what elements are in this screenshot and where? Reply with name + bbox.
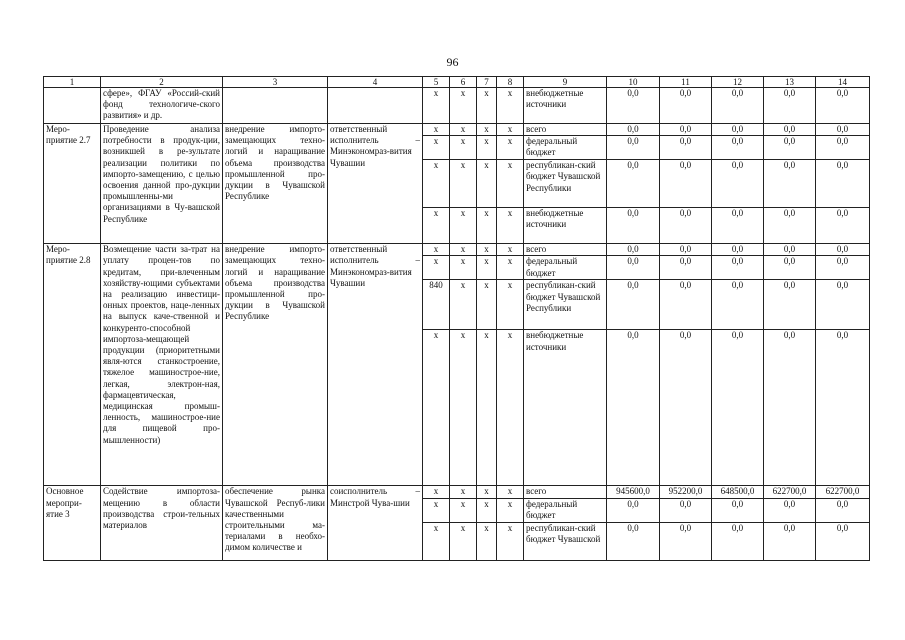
header-cell: 7 xyxy=(477,77,497,88)
value-cell: 0,0 xyxy=(816,124,870,136)
executor-cell xyxy=(328,88,423,124)
header-cell: 13 xyxy=(764,77,816,88)
value-cell: 0,0 xyxy=(660,136,712,160)
code-cell: х xyxy=(477,244,497,256)
code-cell: х xyxy=(450,124,477,136)
value-cell: 0,0 xyxy=(816,522,870,560)
value-cell: 0,0 xyxy=(712,330,764,486)
event-desc-cell: Содействие импортоза-мещению в области производства строи-тельных материалов xyxy=(101,486,223,560)
value-cell: 622700,0 xyxy=(764,486,816,498)
value-cell: 0,0 xyxy=(660,208,712,244)
value-cell: 0,0 xyxy=(816,280,870,330)
table-row xyxy=(44,486,870,498)
value-cell: 0,0 xyxy=(660,330,712,486)
header-cell: 1 xyxy=(44,77,101,88)
event-name-cell xyxy=(44,88,101,124)
event-name-cell: Меро-приятие 2.8 xyxy=(44,244,101,486)
code-cell: х xyxy=(477,280,497,330)
value-cell: 622700,0 xyxy=(816,486,870,498)
header-cell: 6 xyxy=(450,77,477,88)
code-cell: х xyxy=(450,486,477,498)
value-cell: 0,0 xyxy=(764,88,816,124)
code-cell: х xyxy=(423,256,450,280)
code-cell: х xyxy=(423,244,450,256)
table-row xyxy=(44,124,870,136)
value-cell: 0,0 xyxy=(660,88,712,124)
value-cell: 0,0 xyxy=(816,256,870,280)
code-cell: х xyxy=(477,256,497,280)
code-cell: х xyxy=(450,280,477,330)
source-cell: республикан-ский бюджет Чувашской xyxy=(524,522,607,560)
code-cell: х xyxy=(423,124,450,136)
code-cell: х xyxy=(423,160,450,208)
value-cell: 0,0 xyxy=(607,244,660,256)
code-cell: х xyxy=(450,244,477,256)
source-cell: всего xyxy=(524,124,607,136)
code-cell: х xyxy=(497,124,524,136)
value-cell: 0,0 xyxy=(764,522,816,560)
value-cell: 0,0 xyxy=(764,280,816,330)
value-cell: 945600,0 xyxy=(607,486,660,498)
value-cell: 0,0 xyxy=(607,280,660,330)
value-cell: 0,0 xyxy=(712,88,764,124)
header-cell: 10 xyxy=(607,77,660,88)
value-cell: 0,0 xyxy=(816,160,870,208)
value-cell: 648500,0 xyxy=(712,486,764,498)
code-cell: х xyxy=(423,498,450,522)
header-cell: 5 xyxy=(423,77,450,88)
value-cell: 0,0 xyxy=(816,330,870,486)
code-cell: х xyxy=(477,486,497,498)
value-cell: 0,0 xyxy=(607,498,660,522)
result-cell: обеспечение рынка Чувашской Респуб-лики качественными строительными ма-териалами в необхо-димом количестве и xyxy=(223,486,328,560)
header-cell: 11 xyxy=(660,77,712,88)
value-cell: 0,0 xyxy=(816,244,870,256)
value-cell: 0,0 xyxy=(607,136,660,160)
value-cell: 0,0 xyxy=(712,498,764,522)
header-cell: 14 xyxy=(816,77,870,88)
executor-cell: ответственный исполнитель – Минэкономраз-вития Чувашии xyxy=(328,244,423,486)
result-cell xyxy=(223,88,328,124)
code-cell: х xyxy=(477,522,497,560)
value-cell: 0,0 xyxy=(712,136,764,160)
value-cell: 952200,0 xyxy=(660,486,712,498)
value-cell: 0,0 xyxy=(660,244,712,256)
value-cell: 0,0 xyxy=(607,256,660,280)
code-cell: х xyxy=(477,124,497,136)
code-cell: х xyxy=(450,160,477,208)
header-cell: 4 xyxy=(328,77,423,88)
code-cell: х xyxy=(497,136,524,160)
code-cell: х xyxy=(497,498,524,522)
value-cell: 0,0 xyxy=(764,330,816,486)
code-cell: х xyxy=(477,498,497,522)
code-cell: х xyxy=(497,208,524,244)
code-cell: х xyxy=(497,486,524,498)
value-cell: 0,0 xyxy=(764,208,816,244)
table-row xyxy=(44,244,870,256)
source-cell: федеральный бюджет xyxy=(524,498,607,522)
code-cell: х xyxy=(477,208,497,244)
code-cell: х xyxy=(450,330,477,486)
budget-table xyxy=(43,76,870,561)
value-cell: 0,0 xyxy=(816,498,870,522)
value-cell: 0,0 xyxy=(607,522,660,560)
source-cell: республикан-ский бюджет Чувашской Республики xyxy=(524,280,607,330)
source-cell: внебюджетные источники xyxy=(524,88,607,124)
page-number: 96 xyxy=(446,55,459,69)
value-cell: 0,0 xyxy=(607,124,660,136)
header-cell: 9 xyxy=(524,77,607,88)
value-cell: 0,0 xyxy=(764,160,816,208)
code-cell: х xyxy=(450,136,477,160)
event-desc-cell: сфере», ФГАУ «Россий-ский фонд технологиче-ского развития» и др. xyxy=(101,88,223,124)
code-cell: 840 xyxy=(423,280,450,330)
code-cell: х xyxy=(423,208,450,244)
header-row xyxy=(44,77,870,88)
value-cell: 0,0 xyxy=(712,256,764,280)
code-cell: х xyxy=(497,522,524,560)
result-cell: внедрение импорто-замещающих техно-логий и наращивание объема производства промышленной про-дукции в Чувашской Республике xyxy=(223,244,328,486)
header-cell: 12 xyxy=(712,77,764,88)
source-cell: внебюджетные источники xyxy=(524,208,607,244)
header-cell: 8 xyxy=(497,77,524,88)
source-cell: федеральный бюджет xyxy=(524,256,607,280)
header-cell: 3 xyxy=(223,77,328,88)
value-cell: 0,0 xyxy=(764,136,816,160)
value-cell: 0,0 xyxy=(660,160,712,208)
value-cell: 0,0 xyxy=(660,256,712,280)
value-cell: 0,0 xyxy=(764,124,816,136)
code-cell: х xyxy=(423,136,450,160)
value-cell: 0,0 xyxy=(712,124,764,136)
value-cell: 0,0 xyxy=(660,498,712,522)
code-cell: х xyxy=(450,256,477,280)
value-cell: 0,0 xyxy=(712,280,764,330)
code-cell: х xyxy=(477,330,497,486)
value-cell: 0,0 xyxy=(660,522,712,560)
value-cell: 0,0 xyxy=(607,88,660,124)
value-cell: 0,0 xyxy=(712,522,764,560)
value-cell: 0,0 xyxy=(660,124,712,136)
value-cell: 0,0 xyxy=(660,280,712,330)
code-cell: х xyxy=(497,330,524,486)
code-cell: х xyxy=(450,522,477,560)
code-cell: х xyxy=(477,160,497,208)
code-cell: х xyxy=(497,160,524,208)
executor-cell: ответственный исполнитель – Минэкономраз-вития Чувашии xyxy=(328,124,423,244)
code-cell: х xyxy=(423,486,450,498)
header-cell: 2 xyxy=(101,77,223,88)
code-cell: х xyxy=(450,88,477,124)
code-cell: х xyxy=(423,88,450,124)
event-desc-cell: Возмещение части за-трат на уплату процен-тов по кредитам, при-влеченным хозяйству-ющими субъектами на реализацию инвестици-онных проектов, наце-ленных на выпуск каче-ственной и конкуренто-способной импортоза-мещающей продукции (приоритетными явля-ются станкостроение, тяжелое машинострое-ние, легкая, электрон-ная, фармацевтическая, медицинская промыш-ленность, машинострое-ние для пищевой про-мышленности) xyxy=(101,244,223,486)
source-cell: федеральный бюджет xyxy=(524,136,607,160)
value-cell: 0,0 xyxy=(816,136,870,160)
source-cell: внебюджетные источники xyxy=(524,330,607,486)
source-cell: всего xyxy=(524,486,607,498)
code-cell: х xyxy=(497,88,524,124)
source-cell: всего xyxy=(524,244,607,256)
event-desc-cell: Проведение анализа потребности в продук-ции, возникшей в ре-зультате реализации политики по импорто-замещению, с целью освоения данной про-дукции промышленны-ми организациями в Чу-вашской Республике xyxy=(101,124,223,244)
source-cell: республикан-ский бюджет Чувашской Республики xyxy=(524,160,607,208)
value-cell: 0,0 xyxy=(816,208,870,244)
value-cell: 0,0 xyxy=(607,330,660,486)
code-cell: х xyxy=(450,498,477,522)
table-row xyxy=(44,88,870,124)
value-cell: 0,0 xyxy=(816,88,870,124)
value-cell: 0,0 xyxy=(764,498,816,522)
code-cell: х xyxy=(450,208,477,244)
value-cell: 0,0 xyxy=(607,160,660,208)
value-cell: 0,0 xyxy=(712,160,764,208)
value-cell: 0,0 xyxy=(607,208,660,244)
executor-cell: соисполнитель – Минстрой Чува-шии xyxy=(328,486,423,560)
event-name-cell: Меро-приятие 2.7 xyxy=(44,124,101,244)
value-cell: 0,0 xyxy=(712,208,764,244)
code-cell: х xyxy=(477,136,497,160)
value-cell: 0,0 xyxy=(764,244,816,256)
code-cell: х xyxy=(477,88,497,124)
value-cell: 0,0 xyxy=(764,256,816,280)
code-cell: х xyxy=(497,244,524,256)
code-cell: х xyxy=(423,330,450,486)
event-name-cell: Основное меропри-ятие 3 xyxy=(44,486,101,560)
code-cell: х xyxy=(497,256,524,280)
result-cell: внедрение импорто-замещающих техно-логий и наращивание объема производства промышленной про-дукции в Чувашской Республике xyxy=(223,124,328,244)
value-cell: 0,0 xyxy=(712,244,764,256)
code-cell: х xyxy=(423,522,450,560)
code-cell: х xyxy=(497,280,524,330)
